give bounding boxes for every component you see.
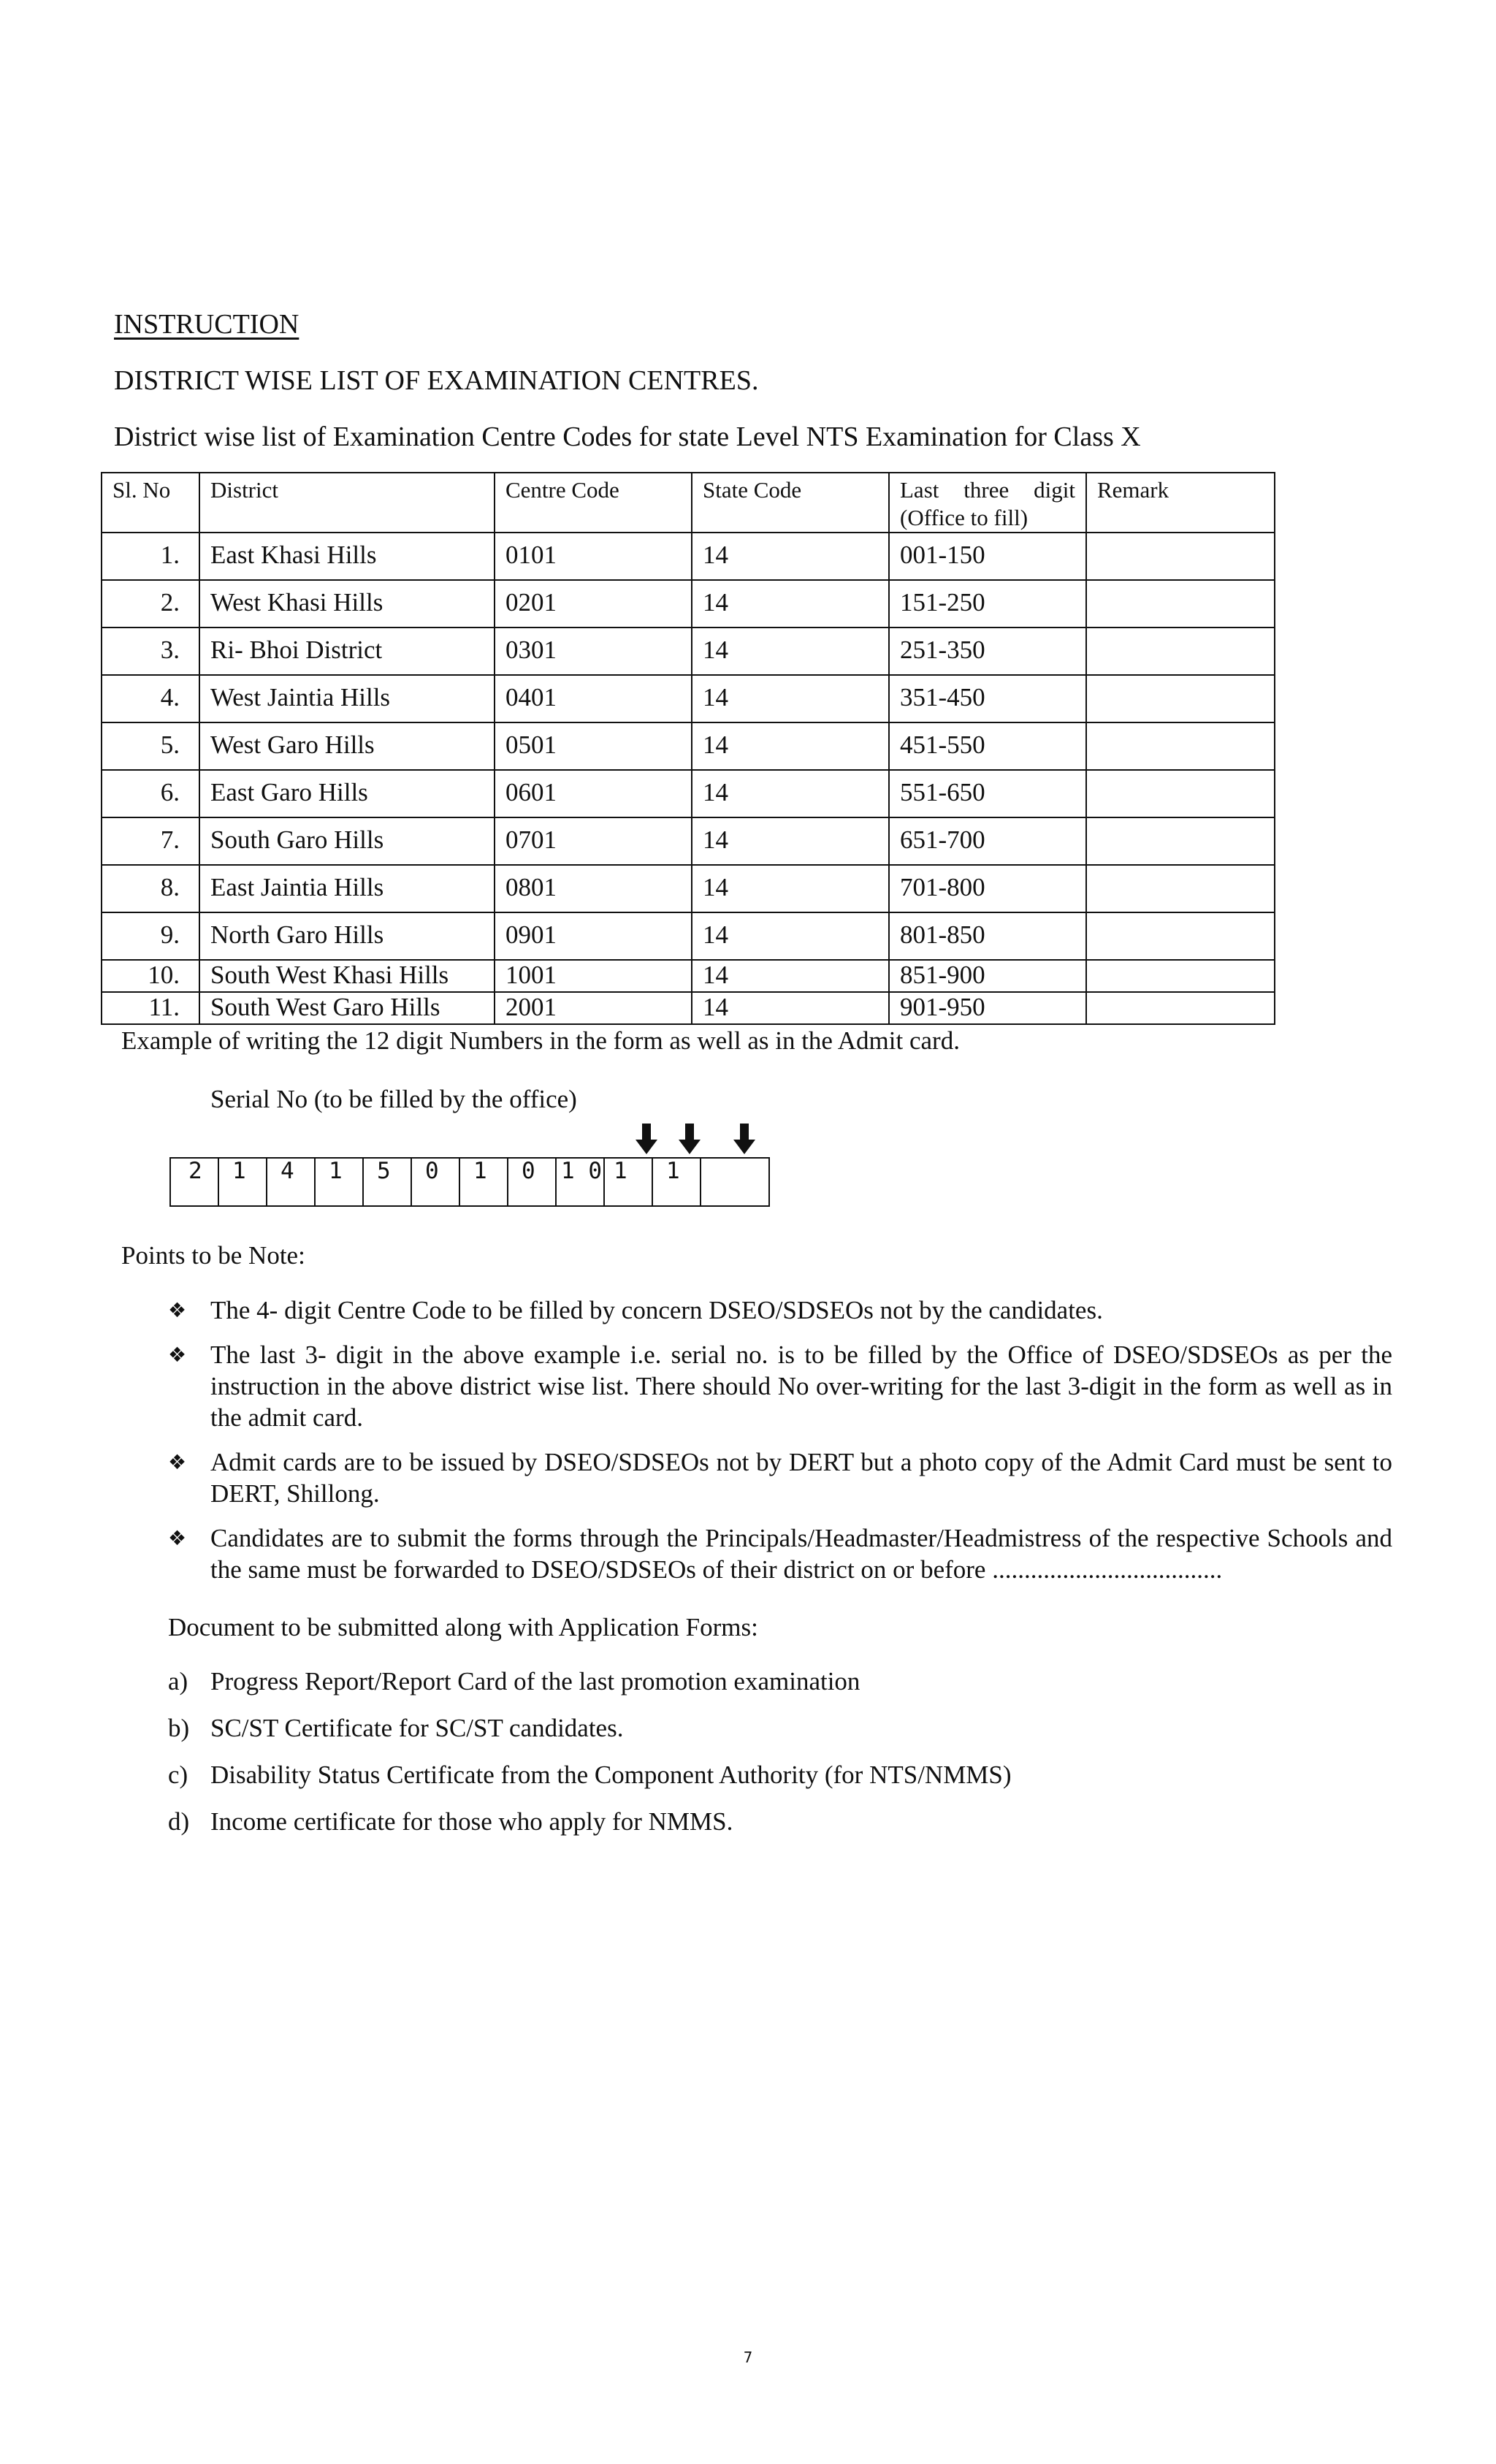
- cell-sl: 6.: [102, 770, 199, 817]
- document-text: Income certificate for those who apply for NMMS.: [210, 1807, 733, 1836]
- table-title: District wise list of Examination Centre Codes for state Level NTS Examination for Class X: [114, 422, 1141, 452]
- cell-remark: [1086, 675, 1275, 722]
- diamond-bullet-icon: ❖: [168, 1298, 187, 1322]
- cell-sl: 8.: [102, 865, 199, 912]
- cell-last-three: 351-450: [889, 675, 1086, 722]
- header-last-three-digit: [889, 473, 1086, 533]
- cell-last-three: 001-150: [889, 533, 1086, 580]
- cell-district: West Khasi Hills: [199, 580, 495, 628]
- cell-state-code: 14: [692, 960, 889, 992]
- cell-centre-code: 0101: [495, 533, 692, 580]
- cell-district: South Garo Hills: [199, 817, 495, 865]
- table-row: [102, 912, 1275, 960]
- cell-district: East Jaintia Hills: [199, 865, 495, 912]
- digit-box: 0: [507, 1157, 557, 1207]
- table-header-row: [102, 473, 1275, 533]
- list-item: [168, 1806, 1012, 1837]
- document-text: Disability Status Certificate from the Component Authority (for NTS/NMMS): [210, 1761, 1012, 1789]
- cell-district: East Garo Hills: [199, 770, 495, 817]
- list-item: [168, 1759, 1012, 1790]
- table-row: [102, 817, 1275, 865]
- cell-remark: [1086, 817, 1275, 865]
- cell-sl: 3.: [102, 628, 199, 675]
- cell-centre-code: 0601: [495, 770, 692, 817]
- digit-box: 4: [266, 1157, 316, 1207]
- cell-state-code: 14: [692, 580, 889, 628]
- cell-sl: 9.: [102, 912, 199, 960]
- digit-box: 2: [169, 1157, 219, 1207]
- points-title: Points to be Note:: [121, 1241, 305, 1270]
- list-item: [168, 1339, 1392, 1433]
- header-district: District: [199, 473, 495, 533]
- point-text: Candidates are to submit the forms through the Principals/Headmaster/Headmistress of the respective Schools and the same must be forwarded to DSEO/SDSEOs of their district on or before ....................................: [210, 1524, 1392, 1584]
- header-centre-code: Centre Code: [495, 473, 692, 533]
- cell-district: West Garo Hills: [199, 722, 495, 770]
- cell-last-three: 851-900: [889, 960, 1086, 992]
- documents-title: Document to be submitted along with Application Forms:: [168, 1613, 758, 1641]
- cell-state-code: 14: [692, 675, 889, 722]
- serial-label: Serial No (to be filled by the office): [210, 1085, 577, 1113]
- cell-centre-code: 0901: [495, 912, 692, 960]
- cell-state-code: 14: [692, 722, 889, 770]
- cell-last-three: 251-350: [889, 628, 1086, 675]
- cell-centre-code: 0401: [495, 675, 692, 722]
- serial-number-boxes: [169, 1157, 770, 1207]
- cell-last-three: 901-950: [889, 992, 1086, 1024]
- list-item: [168, 1666, 1012, 1697]
- cell-state-code: 14: [692, 865, 889, 912]
- table-row: [102, 533, 1275, 580]
- digit-box: [700, 1157, 770, 1207]
- table-row: [102, 628, 1275, 675]
- cell-last-three: 151-250: [889, 580, 1086, 628]
- cell-district: Ri- Bhoi District: [199, 628, 495, 675]
- point-text: Admit cards are to be issued by DSEO/SDSEOs not by DERT but a photo copy of the Admit Card must be sent to DERT, Shillong.: [210, 1448, 1392, 1508]
- header-last-three-line1: Last three digit: [900, 477, 1075, 503]
- table-row: [102, 722, 1275, 770]
- diamond-bullet-icon: ❖: [168, 1526, 187, 1550]
- digit-box: 1 0: [555, 1157, 605, 1207]
- cell-centre-code: 2001: [495, 992, 692, 1024]
- cell-remark: [1086, 580, 1275, 628]
- cell-centre-code: 0501: [495, 722, 692, 770]
- cell-last-three: 801-850: [889, 912, 1086, 960]
- header-last-three-line2: (Office to fill): [900, 505, 1028, 530]
- cell-last-three: 551-650: [889, 770, 1086, 817]
- centre-codes-table: [101, 472, 1275, 1025]
- district-list-heading: DISTRICT WISE LIST OF EXAMINATION CENTRES.: [114, 365, 759, 396]
- cell-remark: [1086, 992, 1275, 1024]
- cell-sl: 1.: [102, 533, 199, 580]
- digit-box: 1: [218, 1157, 267, 1207]
- cell-centre-code: 0201: [495, 580, 692, 628]
- list-item: [168, 1446, 1392, 1509]
- cell-remark: [1086, 912, 1275, 960]
- table-row: [102, 675, 1275, 722]
- cell-last-three: 451-550: [889, 722, 1086, 770]
- cell-state-code: 14: [692, 992, 889, 1024]
- cell-state-code: 14: [692, 817, 889, 865]
- cell-district: North Garo Hills: [199, 912, 495, 960]
- cell-district: South West Garo Hills: [199, 992, 495, 1024]
- cell-district: West Jaintia Hills: [199, 675, 495, 722]
- documents-list: [168, 1666, 1012, 1853]
- digit-box: 1: [652, 1157, 701, 1207]
- cell-last-three: 651-700: [889, 817, 1086, 865]
- point-text: The 4- digit Centre Code to be filled by concern DSEO/SDSEOs not by the candidates.: [210, 1296, 1103, 1324]
- list-item: [168, 1522, 1392, 1585]
- cell-remark: [1086, 628, 1275, 675]
- cell-state-code: 14: [692, 912, 889, 960]
- list-marker: c): [168, 1761, 188, 1789]
- arrow-down-icon: [636, 1124, 657, 1154]
- arrow-down-icon: [679, 1124, 701, 1154]
- list-item: [168, 1294, 1392, 1326]
- cell-last-three: 701-800: [889, 865, 1086, 912]
- table-row: [102, 865, 1275, 912]
- example-caption: Example of writing the 12 digit Numbers in the form as well as in the Admit card.: [121, 1026, 960, 1055]
- cell-district: East Khasi Hills: [199, 533, 495, 580]
- point-text: The last 3- digit in the above example i.e. serial no. is to be filled by the Office of DSEO/SDSEOs as per the instruction in the above district wise list. There should No over-writing for the last 3-digit in the form as well as in the admit card.: [210, 1340, 1392, 1432]
- header-state-code: State Code: [692, 473, 889, 533]
- digit-box: 1: [459, 1157, 508, 1207]
- table-row: [102, 992, 1275, 1024]
- cell-sl: 7.: [102, 817, 199, 865]
- digit-box: 1: [603, 1157, 653, 1207]
- cell-district: South West Khasi Hills: [199, 960, 495, 992]
- header-sl-no: Sl. No: [102, 473, 199, 533]
- arrow-down-icon: [733, 1124, 755, 1154]
- list-marker: d): [168, 1807, 190, 1836]
- list-marker: b): [168, 1714, 190, 1742]
- cell-remark: [1086, 533, 1275, 580]
- list-marker: a): [168, 1667, 188, 1696]
- cell-remark: [1086, 770, 1275, 817]
- cell-state-code: 14: [692, 628, 889, 675]
- cell-sl: 11.: [102, 992, 199, 1024]
- header-remark: Remark: [1086, 473, 1275, 533]
- digit-box: 1: [314, 1157, 364, 1207]
- table-row: [102, 960, 1275, 992]
- document-text: SC/ST Certificate for SC/ST candidates.: [210, 1714, 624, 1742]
- cell-state-code: 14: [692, 770, 889, 817]
- diamond-bullet-icon: ❖: [168, 1343, 187, 1367]
- cell-sl: 10.: [102, 960, 199, 992]
- cell-state-code: 14: [692, 533, 889, 580]
- cell-centre-code: 0301: [495, 628, 692, 675]
- table-row: [102, 580, 1275, 628]
- digit-box: 5: [362, 1157, 412, 1207]
- cell-remark: [1086, 865, 1275, 912]
- cell-centre-code: 0701: [495, 817, 692, 865]
- cell-sl: 2.: [102, 580, 199, 628]
- cell-centre-code: 1001: [495, 960, 692, 992]
- cell-centre-code: 0801: [495, 865, 692, 912]
- table-row: [102, 770, 1275, 817]
- list-item: [168, 1712, 1012, 1744]
- digit-box: 0: [411, 1157, 460, 1207]
- diamond-bullet-icon: ❖: [168, 1450, 187, 1474]
- cell-sl: 4.: [102, 675, 199, 722]
- cell-remark: [1086, 960, 1275, 992]
- instruction-heading: INSTRUCTION: [114, 309, 299, 340]
- points-list: [168, 1294, 1392, 1585]
- cell-remark: [1086, 722, 1275, 770]
- page-number: 7: [743, 2349, 753, 2366]
- cell-sl: 5.: [102, 722, 199, 770]
- document-text: Progress Report/Report Card of the last promotion examination: [210, 1667, 860, 1696]
